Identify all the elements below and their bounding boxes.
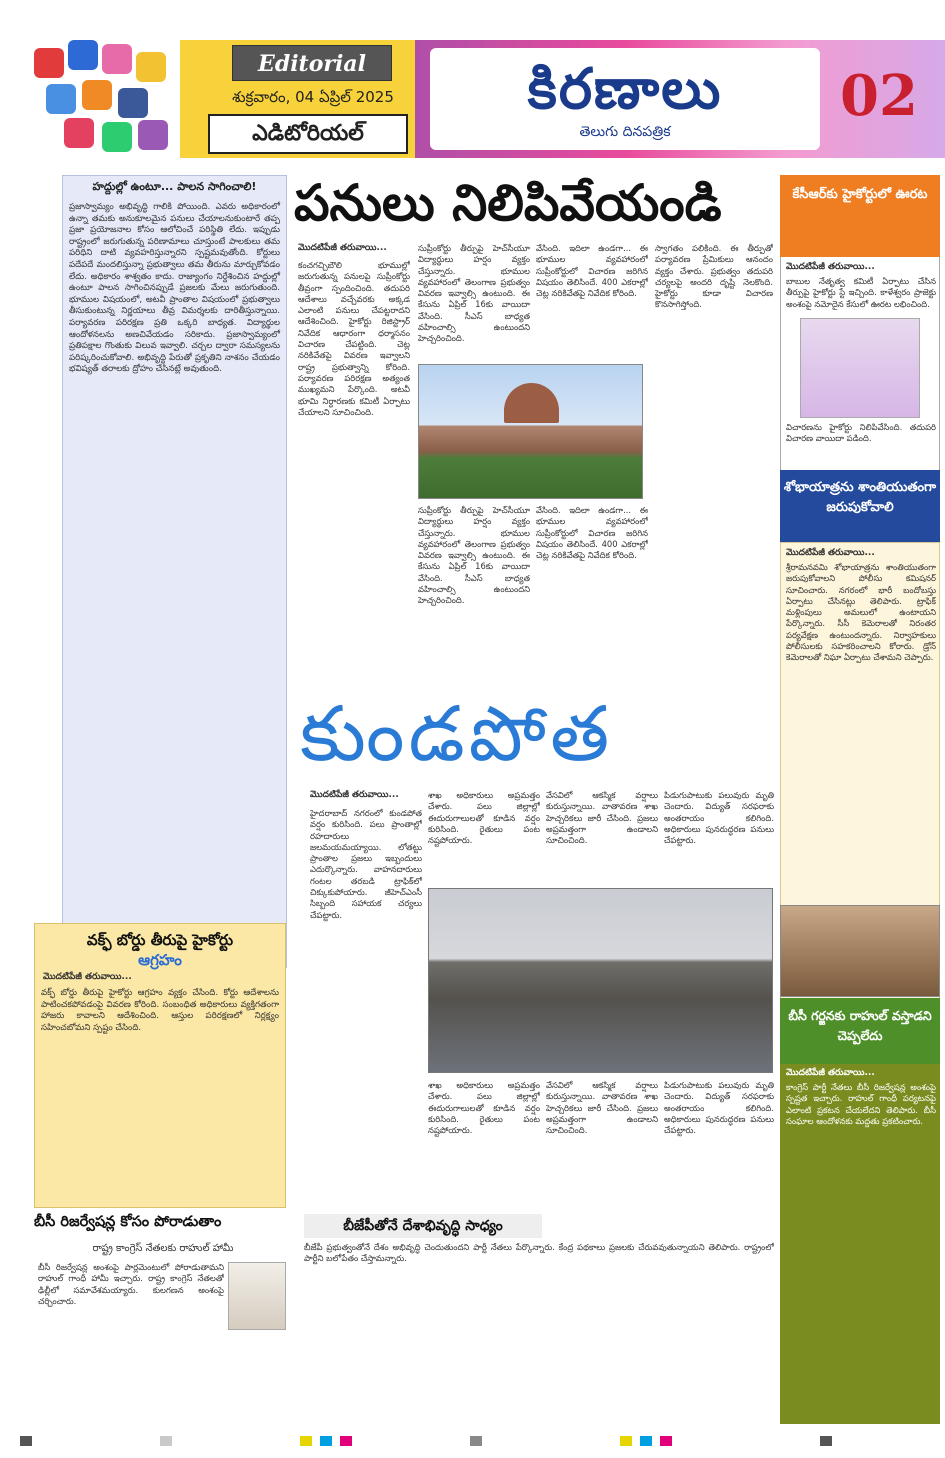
kcr-body: బాబుల నేతృత్వ కమిటీ ఏర్పాటు చేసిన తీర్పుపై హైకోర్టు స్టే ఇచ్చింది. కాళేశ్వరం ప్రాజెక్టు అంశంపై నమోదైన కేసులో ఊరట లభించింది. [786, 276, 936, 309]
youtube-icon [34, 48, 64, 78]
strip-swatch [640, 1436, 652, 1446]
whatsapp-icon [102, 122, 132, 152]
sub-headline: కుండపోత [300, 689, 614, 778]
rahul-body: కాంగ్రెస్ పార్టీ నేతలు బీసీ రిజర్వేషన్ల అంశంపై స్పష్టత ఇచ్చారు. రాహుల్ గాంధీ పర్యటనపై ఎలాంటి ప్రకటన చేయలేదని తెలిపారు. బీసీ సంఘాల ఆందోళనకు మద్దతు ప్రకటించారు. [786, 1082, 936, 1126]
strip-swatch [620, 1436, 632, 1446]
strip-swatch [160, 1436, 172, 1446]
main-headline: పనులు నిలిపివేయండి [294, 174, 722, 232]
strip-swatch [820, 1436, 832, 1446]
bjp-headline: బీజేపీతోనే దేశాభివృద్ధి సాధ్యం [304, 1214, 542, 1238]
main-col-2: సుప్రీంకోర్టు తీర్పుపై హెచ్‌సీయూ విద్యార్థులు హర్షం వ్యక్తం చేస్తున్నారు. భూముల వ్యవహారంలో తెలంగాణ ప్రభుత్వం వివరణ ఇవ్వాల్సి ఉంటుంది. ఈ కేసును ఏప్రిల్ 16కు వాయిదా వేసింది. సీఎస్ బాధ్యత వహించాల్సి ఉంటుందని హెచ్చరించింది. [418, 243, 530, 344]
waqf-body: వక్ఫ్ బోర్డు తీరుపై హైకోర్టు ఆగ్రహం వ్యక్తం చేసింది. కోర్టు ఆదేశాలను పాటించకపోవడంపై వివరణ కోరింది. సంబంధిత అధికారులు వ్యక్తిగతంగా హాజరు కావాలని ఆదేశించింది. ఆస్తుల పరిరక్షణలో నిర్లక్ష్యం సహించబోమని స్పష్టం చేసింది. [41, 988, 279, 1033]
sub-col-3: వేసవిలో ఆకస్మిక వర్షాలు కురుస్తున్నాయి. వాతావరణ శాఖ హెచ్చరికలు జారీ చేసింది. ప్రజలు అప్రమత్తంగా ఉండాలని సూచించింది. [546, 790, 658, 846]
court-dome-shape [504, 383, 559, 423]
rahul-headline: బీసీ గర్జనకు రాహుల్ వస్తాడని చెప్పలేదు [780, 998, 940, 1064]
sub-byline: మొదటిపేజీ తరువాయి... [310, 790, 399, 800]
newspaper-name: కిరణాలు [527, 57, 723, 122]
podcast-icon [138, 120, 168, 150]
bc-headline: బీసీ రిజర్వేషన్ల కోసం పోరాడుతాం [34, 1214, 222, 1230]
newspaper-tagline: తెలుగు దినపత్రిక [579, 124, 671, 140]
bc-body: బీసీ రిజర్వేషన్ల అంశంపై పార్లమెంటులో పోరాడుతామని రాహుల్ గాంధీ హామీ ఇచ్చారు. రాష్ట్ర కాంగ్రెస్ నేతలతో ఢిల్లీలో సమావేశమయ్యారు. కులగణన అంశంపై చర్చించారు. [38, 1262, 224, 1306]
sobha-byline: మొదటిపేజీ తరువాయి... [786, 548, 875, 558]
waqf-byline: మొదటిపేజీ తరువాయి... [43, 972, 132, 982]
sub-col-2: శాఖ అధికారులు అప్రమత్తం చేశారు. పలు జిల్లాల్లో ఈదురుగాలులతో కూడిన వర్షం కురిసింది. రైతులు పంట నష్టపోయారు. [428, 790, 540, 846]
bjp-body: బీజేపీ ప్రభుత్వంతోనే దేశం అభివృద్ధి చెందుతుందని పార్టీ నేతలు పేర్కొన్నారు. కేంద్ర పథకాలు ప్రజలకు చేరువవుతున్నాయని తెలిపారు. రాష్ట్రంలో పార్టీని బలోపేతం చేస్తామన్నారు. [304, 1242, 774, 1264]
kcr-headline: కేసీఆర్‌కు హైకోర్టులో ఊరట [780, 175, 940, 257]
facebook-icon [118, 88, 148, 118]
strip-swatch [660, 1436, 672, 1446]
main-col-2-cont: సుప్రీంకోర్టు తీర్పుపై హెచ్‌సీయూ విద్యార్థులు హర్షం వ్యక్తం చేస్తున్నారు. భూముల వ్యవహారంలో తెలంగాణ ప్రభుత్వం వివరణ ఇవ్వాల్సి ఉంటుంది. ఈ కేసును ఏప్రిల్ 16కు వాయిదా వేసింది. సీఎస్ బాధ్యత వహించాల్సి ఉంటుందని హెచ్చరించింది. [418, 505, 530, 606]
main-byline: మొదటిపేజీ తరువాయి... [298, 243, 387, 253]
rss-icon [82, 80, 112, 110]
sub-col-4-cont: పిడుగుపాటుకు పలువురు మృతి చెందారు. విద్యుత్ సరఫరాకు అంతరాయం కలిగింది. అధికారులు పునరుద్ధరణ పనులు చేపట్టారు. [664, 1080, 774, 1136]
editorial-heading: హద్దుల్లో ఉంటూ... పాలన సాగించాలి! [92, 180, 257, 193]
camera-icon [64, 118, 94, 148]
instagram-icon [102, 44, 132, 74]
strip-swatch [320, 1436, 332, 1446]
supreme-court-photo [418, 364, 643, 499]
kcr-photo [800, 318, 920, 418]
rahul-gandhi-photo [228, 1262, 286, 1330]
linkedin-icon [68, 40, 98, 70]
twitter-icon [46, 84, 76, 114]
sub-col-1: హైదరాబాద్ నగరంలో కుండపోత వర్షం కురిసింది. పలు ప్రాంతాల్లో రహదారులు జలమయమయ్యాయి. లోతట్టు ప్రాంతాల ప్రజలు ఇబ్బందులు ఎదుర్కొన్నారు. వాహనదారులు గంటల తరబడి ట్రాఫిక్‌లో చిక్కుకుపోయారు. జీహెచ్‌ఎంసీ సిబ్బంది సహాయక చర్యలు చేపట్టారు. [310, 808, 422, 920]
kcr-caption: విచారణను హైకోర్టు నిలిపివేసింది. తదుపరి విచారణ వాయిదా పడింది. [786, 422, 936, 444]
main-col-1: కంచగచ్చిబౌలి భూముల్లో జరుగుతున్న పనులపై సుప్రీంకోర్టు తీవ్రంగా స్పందించింది. తదుపరి ఆదేశాలు వచ్చేవరకు అక్కడ ఎలాంటి పనులు చేపట్టరాదని ఆదేశించింది. హైకోర్టు రిజిస్ట్రార్ నివేదిక ఆధారంగా ధర్మాసనం విచారణ చేపట్టింది. చెట్ల నరికివేతపై వివరణ ఇవ్వాలని రాష్ట్ర ప్రభుత్వాన్ని కోరింది. పర్యావరణ పరిరక్షణ అత్యంత ముఖ్యమని పేర్కొంది. అటవీ భూమి నిర్ధారణకు కమిటీ ఏర్పాటు చేయాలని సూచించింది. [298, 260, 410, 417]
strip-swatch [300, 1436, 312, 1446]
sobha-body: శ్రీరామనవమి శోభాయాత్రను శాంతియుతంగా జరుపుకోవాలని పోలీసు కమిషనర్ సూచించారు. నగరంలో భారీ బందోబస్తు ఏర్పాటు చేసినట్లు తెలిపారు. ట్రాఫిక్ మళ్లింపులు అమలులో ఉంటాయని పేర్కొన్నారు. సీసీ కెమెరాలతో నిరంతర పర్యవేక్షణ ఉంటుందన్నారు. నిర్వాహకులు పోలీసులకు సహకరించాలని కోరారు. డ్రోన్ కెమెరాలతో నిఘా ఏర్పాటు చేశామని చెప్పారు. [786, 562, 936, 663]
strip-swatch [470, 1436, 482, 1446]
rahul-byline: మొదటిపేజీ తరువాయి... [786, 1068, 875, 1078]
bc-subheadline: రాష్ట్ర కాంగ్రెస్ నేతలకు రాహుల్ హామీ [92, 1243, 234, 1254]
issue-date: శుక్రవారం, 04 ఏప్రిల్ 2025 [232, 88, 394, 106]
editorial-body: ప్రజాస్వామ్యం అభివృద్ధి గాలికి పోయింది. ఎవరు అధికారంలో ఉన్నా తమకు అనుకూలమైన పనులు చేయాలనుకుంటారే తప్ప ప్రజా ప్రయోజనాల కోసం ఆలోచించే పరిస్థితి లేదు. ఇప్పుడు రాష్ట్రంలో జరుగుతున్న పరిణామాలు చూస్తుంటే పాలకులు తమ పరిధిని దాటి వ్యవహరిస్తున్నారని స్పష్టమవుతోంది. కోర్టులు పదేపదే మందలిస్తున్నా ప్రభుత్వాలు తమ తీరును మార్చుకోవడం లేదు. అధికారం శాశ్వతం కాదు. రాజ్యాంగం నిర్దేశించిన హద్దుల్లో ఉంటూ పాలన సాగించినప్పుడే ప్రజలకు మేలు జరుగుతుంది. భూముల విషయంలో, అటవీ ప్రాంతాల విషయంలో ప్రభుత్వాలు తీసుకుంటున్న నిర్ణయాలు తీవ్ర విమర్శలకు దారితీస్తున్నాయి. పర్యావరణ పరిరక్షణ ప్రతి ఒక్కరి బాధ్యత. విద్యార్థుల ఆందోళనలను అణచివేయడం సరికాదు. ప్రజాస్వామ్యంలో ప్రతిపక్షాల గొంతుకు విలువ ఇవ్వాలి. చర్చల ద్వారా సమస్యలను పరిష్కరించుకోవాలి. అభివృద్ధి పేరుతో ప్రకృతిని నాశనం చేయడం భవిష్యత్ తరాలకు ద్రోహం చేసినట్లే అవుతుంది. [69, 202, 280, 375]
waqf-headline: వక్ఫ్ బోర్డు తీరుపై హైకోర్టు [86, 931, 234, 949]
main-col-3-cont: వేసింది. ఇదిలా ఉండగా... ఈ భూముల వ్యవహారంలో సుప్రీంకోర్టులో విచారణ జరిగిన విషయం తెలిసిందే. 400 ఎకరాల్లో చెట్ల నరికివేతపై నివేదిక కోరింది. [536, 505, 648, 561]
page-number: 02 [840, 63, 918, 129]
sub-col-3-cont: వేసవిలో ఆకస్మిక వర్షాలు కురుస్తున్నాయి. వాతావరణ శాఖ హెచ్చరికలు జారీ చేసింది. ప్రజలు అప్రమత్తంగా ఉండాలని సూచించింది. [546, 1080, 658, 1136]
editorial-script-label: Editorial [232, 45, 392, 81]
kcr-byline: మొదటిపేజీ తరువాయి... [786, 262, 875, 272]
strip-swatch [20, 1436, 32, 1446]
main-col-3: వేసింది. ఇదిలా ఉండగా... ఈ భూముల వ్యవహారంలో సుప్రీంకోర్టులో విచారణ జరిగిన విషయం తెలిసిందే. 400 ఎకరాల్లో చెట్ల నరికివేతపై నివేదిక కోరింది. [536, 243, 648, 299]
section-label: ఎడిటోరియల్ [208, 114, 408, 154]
waqf-headline-accent: ఆగ్రహం [138, 951, 182, 969]
police-officer-photo [780, 905, 940, 997]
print-color-strip [0, 1428, 945, 1458]
strip-swatch [340, 1436, 352, 1446]
flooded-street-photo [428, 888, 773, 1073]
sobha-yatra-headline: శోభాయాత్రను శాంతియుతంగా జరుపుకోవాలి [780, 470, 940, 542]
sub-col-4: పిడుగుపాటుకు పలువురు మృతి చెందారు. విద్యుత్ సరఫరాకు అంతరాయం కలిగింది. అధికారులు పునరుద్ధరణ పనులు చేపట్టారు. [664, 790, 774, 846]
main-col-4: స్వాగతం పలికింది. ఈ తీర్పుతో పర్యావరణ ప్రేమికులు ఆనందం వ్యక్తం చేశారు. ప్రభుత్వం తదుపరి చర్యలపై అందరి దృష్టి నెలకొంది. హైకోర్టు కూడా విచారణ కొనసాగిస్తోంది. [655, 243, 773, 310]
waqf-story-box [34, 923, 286, 1208]
editorial-column [62, 175, 287, 968]
sub-col-2-cont: శాఖ అధికారులు అప్రమత్తం చేశారు. పలు జిల్లాల్లో ఈదురుగాలులతో కూడిన వర్షం కురిసింది. రైతులు పంట నష్టపోయారు. [428, 1080, 540, 1136]
snapchat-icon [136, 52, 166, 82]
social-media-icons-cluster [28, 40, 180, 158]
